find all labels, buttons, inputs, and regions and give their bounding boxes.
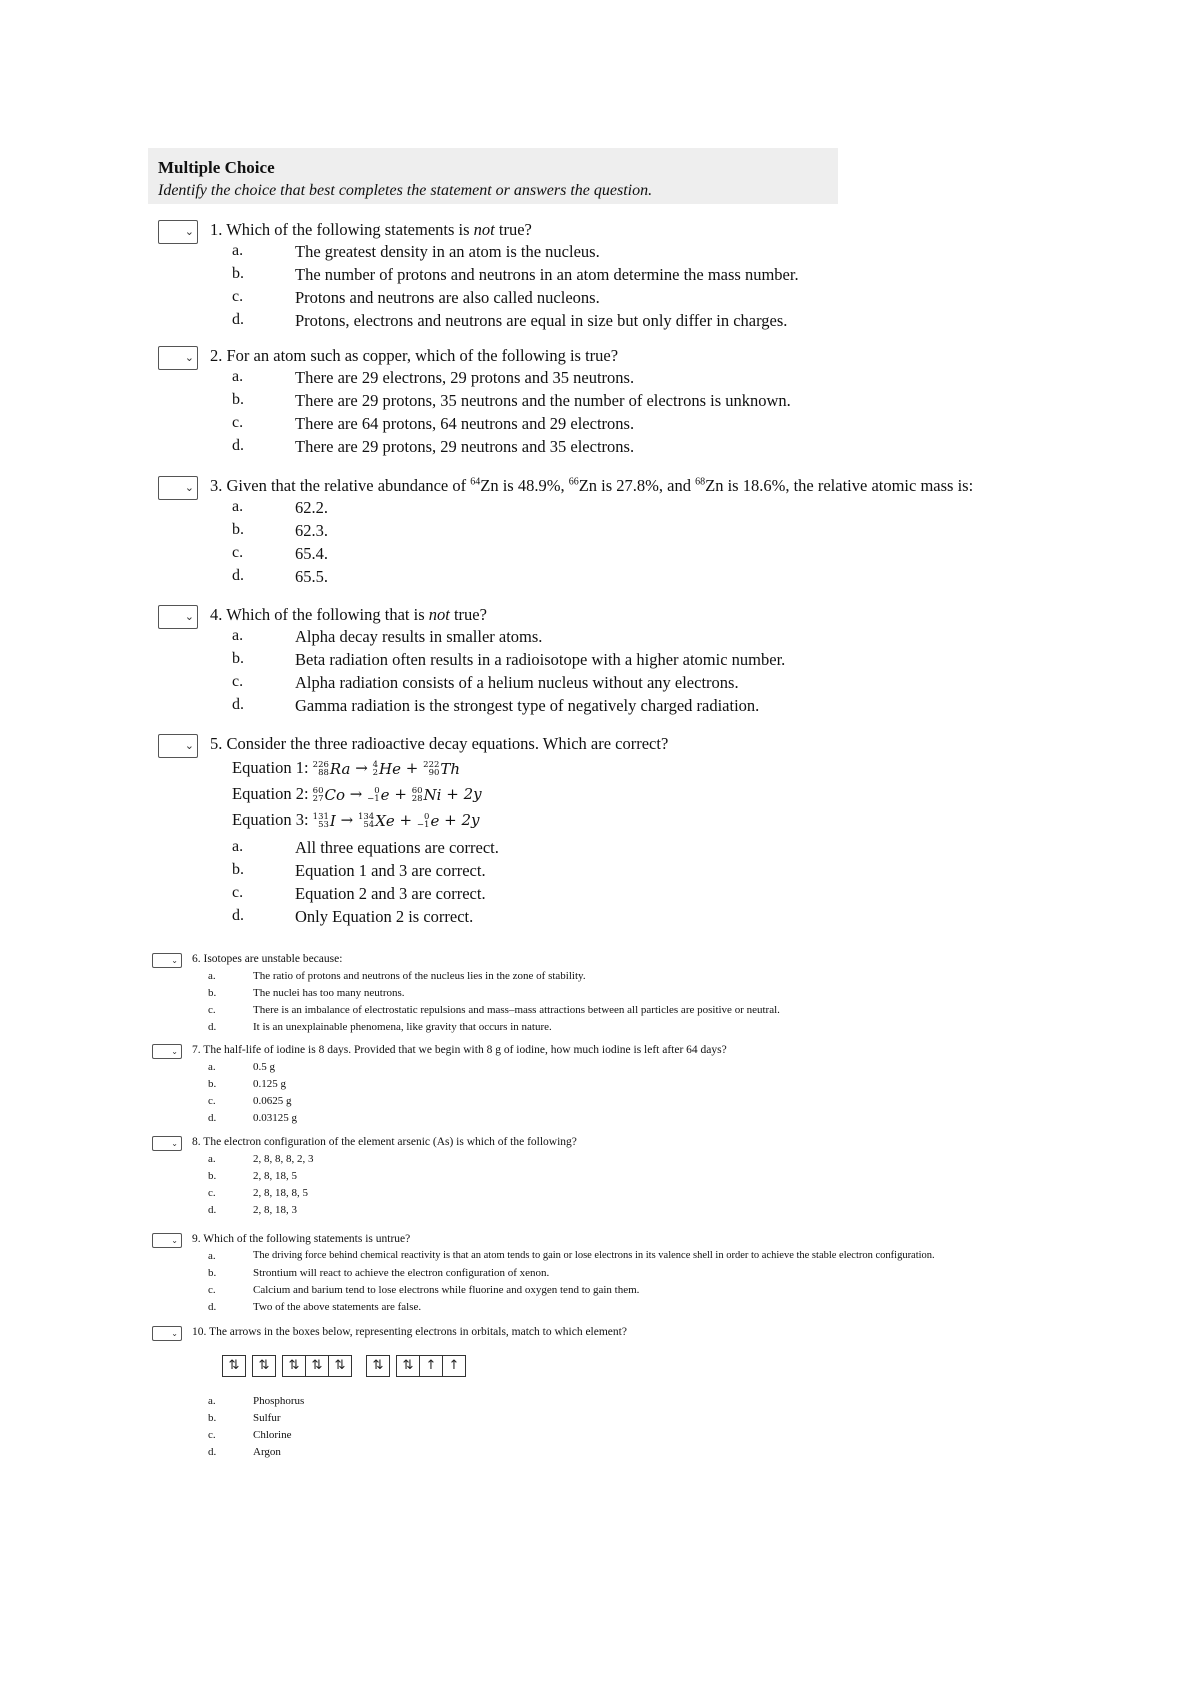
- answer-dropdown-8[interactable]: [152, 1136, 182, 1151]
- chevron-down-icon: ⌄: [171, 1328, 178, 1338]
- choice-text: 0.5 g: [253, 1061, 275, 1073]
- choice-letter: d.: [232, 907, 244, 924]
- choice-letter: d.: [232, 696, 244, 713]
- choice-text: Two of the above statements are false.: [253, 1301, 422, 1313]
- orbital-box-3p: ↑: [419, 1355, 443, 1377]
- choice-letter: a.: [232, 498, 244, 515]
- choice-text: Strontium will react to achieve the electron configuration of xenon.: [253, 1267, 550, 1279]
- choice-text: It is an unexplainable phenomena, like gravity that occurs in nature.: [253, 1021, 552, 1033]
- choice-letter: d.: [208, 1112, 217, 1124]
- choice-letter: b.: [208, 1267, 217, 1279]
- choice-letter: a.: [208, 970, 216, 982]
- choice-letter: c.: [232, 414, 244, 431]
- choice-text: 2, 8, 18, 5: [253, 1170, 297, 1182]
- chevron-down-icon: ⌄: [184, 738, 194, 752]
- answer-dropdown-4[interactable]: [158, 605, 198, 629]
- choice-letter: b.: [232, 650, 244, 667]
- question-stem: 6. Isotopes are unstable because:: [192, 953, 343, 965]
- choice-text: 0.03125 g: [253, 1112, 297, 1124]
- choice-text: There are 29 protons, 29 neutrons and 35 electrons.: [295, 437, 635, 456]
- choice-text: 0.125 g: [253, 1078, 286, 1090]
- choice-text: Alpha radiation consists of a helium nucleus without any electrons.: [295, 673, 739, 692]
- choice-text: Sulfur: [253, 1412, 281, 1424]
- equation-3: Equation 3: 131 53 I → 134 54 Xe + 0 −1 e + 2y: [232, 810, 480, 830]
- choice-text: Chlorine: [253, 1429, 292, 1441]
- choice-text: The number of protons and neutrons in an atom determine the mass number.: [295, 265, 799, 284]
- question-stem: 10. The arrows in the boxes below, representing electrons in orbitals, match to which element?: [192, 1326, 627, 1338]
- choice-letter: a.: [208, 1153, 216, 1165]
- choice-letter: b.: [232, 265, 244, 282]
- choice-letter: d.: [208, 1301, 217, 1313]
- choice-text: Protons, electrons and neutrons are equal in size but only differ in charges.: [295, 311, 788, 330]
- chevron-down-icon: ⌄: [171, 955, 178, 965]
- section-instructions: Identify the choice that best completes the statement or answers the question.: [158, 182, 653, 199]
- choice-letter: b.: [232, 521, 244, 538]
- choice-text: 65.5.: [295, 567, 328, 586]
- orbital-box-3s: ⇅: [366, 1355, 390, 1377]
- choice-letter: a.: [208, 1250, 216, 1262]
- choice-text: There is an imbalance of electrostatic repulsions and mass–mass attractions between all particles are positive or neutral.: [253, 1004, 780, 1016]
- choice-text: Calcium and barium tend to lose electrons while fluorine and oxygen tend to gain them.: [253, 1284, 640, 1296]
- answer-dropdown-10[interactable]: [152, 1326, 182, 1341]
- question-stem: 5. Consider the three radioactive decay equations. Which are correct?: [210, 734, 669, 753]
- chevron-down-icon: ⌄: [171, 1138, 178, 1148]
- question-stem: 3. Given that the relative abundance of $^{64}$Zn is 48.9%, $^{66}$Zn is 27.8%, and $^{68}$Zn is 18.6%, the relative atomic mass is:: [210, 476, 974, 495]
- answer-dropdown-7[interactable]: [152, 1044, 182, 1059]
- choice-text: Equation 1 and 3 are correct.: [295, 861, 486, 880]
- orbital-box-3p: ⇅: [396, 1355, 420, 1377]
- choice-text: Alpha decay results in smaller atoms.: [295, 627, 543, 646]
- choice-letter: c.: [208, 1284, 216, 1296]
- answer-dropdown-9[interactable]: [152, 1233, 182, 1248]
- choice-text: There are 29 electrons, 29 protons and 35 neutrons.: [295, 368, 635, 387]
- choice-letter: b.: [208, 1412, 217, 1424]
- chevron-down-icon: ⌄: [184, 609, 194, 623]
- question-stem: 1. Which of the following statements is not true?: [210, 220, 532, 239]
- choice-letter: d.: [208, 1446, 217, 1458]
- choice-letter: a.: [232, 242, 244, 259]
- question-stem: 7. The half-life of iodine is 8 days. Provided that we begin with 8 g of iodine, how much iodine is left after 64 days?: [192, 1044, 727, 1056]
- orbital-box-1s: ⇅: [222, 1355, 246, 1377]
- choice-text: The driving force behind chemical reactivity is that an atom tends to gain or lose electrons in its valence shell in order to achieve the stable electron configuration.: [253, 1250, 935, 1261]
- equation-1: Equation 1: 226 88 Ra → 4 2 He + 222 90 Th: [232, 758, 461, 778]
- question-stem: 9. Which of the following statements is untrue?: [192, 1233, 411, 1245]
- choice-letter: b.: [232, 861, 244, 878]
- choice-letter: a.: [232, 627, 244, 644]
- choice-text: There are 64 protons, 64 neutrons and 29 electrons.: [295, 414, 635, 433]
- choice-text: Argon: [253, 1446, 281, 1458]
- choice-letter: c.: [208, 1429, 216, 1441]
- orbital-box-2p: ⇅: [282, 1355, 306, 1377]
- question-stem: 8. The electron configuration of the element arsenic (As) is which of the following?: [192, 1136, 577, 1148]
- choice-letter: d.: [232, 567, 244, 584]
- choice-letter: c.: [232, 288, 244, 305]
- choice-text: 0.0625 g: [253, 1095, 292, 1107]
- choice-letter: d.: [208, 1204, 217, 1216]
- choice-letter: a.: [208, 1061, 216, 1073]
- choice-text: All three equations are correct.: [295, 838, 499, 857]
- choice-text: There are 29 protons, 35 neutrons and the number of electrons is unknown.: [295, 391, 791, 410]
- choice-letter: b.: [208, 1170, 217, 1182]
- choice-text: 2, 8, 18, 8, 5: [253, 1187, 308, 1199]
- choice-text: 62.2.: [295, 498, 328, 517]
- equation-2: Equation 2: 60 27 Co → 0 −1 e + 60 28 Ni + 2y: [232, 784, 482, 804]
- choice-text: The greatest density in an atom is the nucleus.: [295, 242, 600, 261]
- choice-letter: c.: [232, 884, 244, 901]
- choice-text: Only Equation 2 is correct.: [295, 907, 474, 926]
- choice-letter: c.: [208, 1004, 216, 1016]
- choice-letter: c.: [208, 1187, 216, 1199]
- choice-letter: b.: [208, 987, 217, 999]
- chevron-down-icon: ⌄: [184, 350, 194, 364]
- choice-text: Gamma radiation is the strongest type of negatively charged radiation.: [295, 696, 760, 715]
- choice-letter: c.: [232, 673, 244, 690]
- answer-dropdown-6[interactable]: [152, 953, 182, 968]
- choice-text: 2, 8, 18, 3: [253, 1204, 297, 1216]
- answer-dropdown-3[interactable]: [158, 476, 198, 500]
- choice-text: 2, 8, 8, 8, 2, 3: [253, 1153, 314, 1165]
- question-stem: 4. Which of the following that is not true?: [210, 605, 487, 624]
- choice-letter: d.: [232, 437, 244, 454]
- choice-letter: c.: [232, 544, 244, 561]
- question-stem: 2. For an atom such as copper, which of the following is true?: [210, 346, 619, 365]
- choice-text: The ratio of protons and neutrons of the nucleus lies in the zone of stability.: [253, 970, 586, 982]
- choice-text: Equation 2 and 3 are correct.: [295, 884, 486, 903]
- choice-text: Beta radiation often results in a radioisotope with a higher atomic number.: [295, 650, 786, 669]
- orbital-box-2p: ⇅: [305, 1355, 329, 1377]
- answer-dropdown-1[interactable]: [158, 220, 198, 244]
- choice-text: Protons and neutrons are also called nucleons.: [295, 288, 600, 307]
- orbital-box-2s: ⇅: [252, 1355, 276, 1377]
- answer-dropdown-2[interactable]: [158, 346, 198, 370]
- chevron-down-icon: ⌄: [171, 1235, 178, 1245]
- choice-letter: d.: [208, 1021, 217, 1033]
- choice-text: Phosphorus: [253, 1395, 305, 1407]
- chevron-down-icon: ⌄: [171, 1046, 178, 1056]
- section-title: Multiple Choice: [158, 158, 275, 177]
- orbital-box-3p: ↑: [442, 1355, 466, 1377]
- choice-letter: a.: [208, 1395, 216, 1407]
- chevron-down-icon: ⌄: [184, 480, 194, 494]
- choice-text: 62.3.: [295, 521, 328, 540]
- choice-text: 65.4.: [295, 544, 328, 563]
- chevron-down-icon: ⌄: [184, 224, 194, 238]
- choice-letter: b.: [232, 391, 244, 408]
- choice-letter: d.: [232, 311, 244, 328]
- choice-text: The nuclei has too many neutrons.: [253, 987, 405, 999]
- choice-letter: a.: [232, 368, 244, 385]
- choice-letter: a.: [232, 838, 244, 855]
- choice-letter: b.: [208, 1078, 217, 1090]
- orbital-box-2p: ⇅: [328, 1355, 352, 1377]
- answer-dropdown-5[interactable]: [158, 734, 198, 758]
- choice-letter: c.: [208, 1095, 216, 1107]
